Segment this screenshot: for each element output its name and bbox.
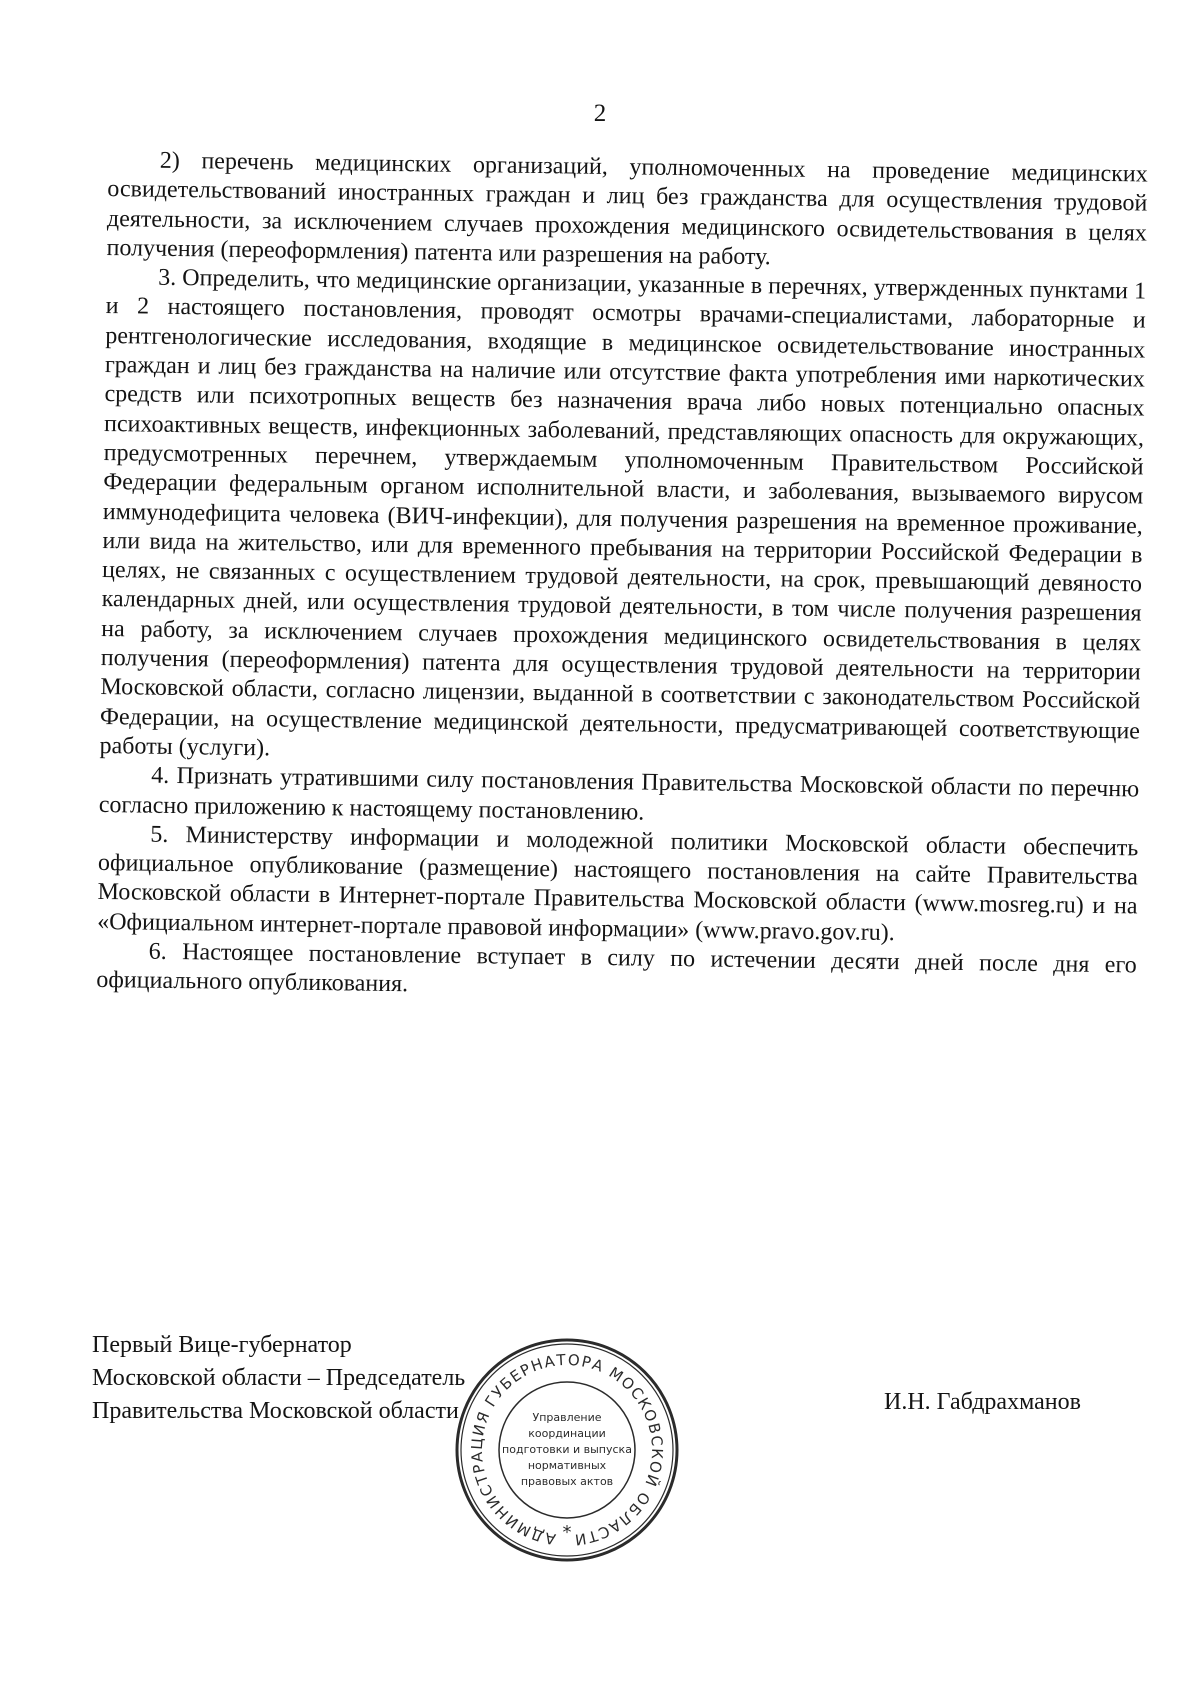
- paragraph-6: 6. Настоящее постановление вступает в силу по истечении десяти дней после дня его официального опубликования.: [96, 938, 1137, 998]
- seal-inner-line: правовых актов: [520, 1475, 614, 1488]
- signatory-position: [92, 1329, 465, 1428]
- seal-star: *: [562, 1522, 572, 1543]
- paragraph-5: 5. Министерству информации и молодежной политики Московской области обеспечить официальное опубликование (размещение) настоящего постановления на сайте Правительства Московской области в Интернет-портале Правительства Московской области (www.mosreg.ru) и на «Официальном интернет-портале правовой информации» (www.pravo.gov.ru).: [96, 821, 1139, 946]
- seal-inner-line: Управление: [532, 1411, 602, 1424]
- paragraph-item-2: 2) перечень медицинских организаций, уполномоченных на проведение медицинских освидетельствований иностранных граждан и лиц без гражданства для осуществления трудовой деятельности, за исключением случаев прохождения медицинского освидетельствования в целях получения (переоформления) патента или разрешения на работу.: [106, 147, 1148, 271]
- position-line: Первый Вице-губернатор: [92, 1332, 352, 1358]
- position-line: Правительства Московской области: [92, 1398, 459, 1424]
- paragraph-4: 4. Признать утратившими силу постановления Правительства Московской области по перечню согласно приложению к настоящему постановлению.: [98, 762, 1140, 826]
- seal-outer-text: АДМИНИСТРАЦИЯ ГУБЕРНАТОРА МОСКОВСКОЙ ОБЛАСТИ: [467, 1350, 667, 1549]
- official-seal-stamp: [452, 1335, 682, 1565]
- paragraph-3: 3. Определить, что медицинские организации, указанные в перечнях, утвержденных пунктами 1 и 2 настоящего постановления, проводят осмотры врачами-специалистами, лабораторные и рентгенологические исследования, входящие в медицинское освидетельствование иностранных граждан и лиц без гражданства на наличие или отсутствие факта употребления ими наркотических средств или психотропных веществ без назначения врача либо новых потенциально опасных психоактивных веществ, инфекционных заболеваний, представляющих опасность для окружающих, предусмотренных перечнем, утверждаемым уполномоченным Правительством Российской Федерации федеральным органом исполнительной власти, и заболевания, вызываемого вирусом иммунодефицита человека (ВИЧ-инфекции), для получения разрешения на временное проживание, или вида на жительство, или для временного пребывания на территории Российской Федерации в целях, не связанных с осуществлением трудовой деятельности, на срок, превышающий девяносто календарных дней, или осуществления трудовой деятельности, в том числе получения разрешения на работу, за исключением случаев прохождения медицинского освидетельствования в целях получения (переоформления) патента для осуществления трудовой деятельности на территории Московской области, согласно лицензии, выданной в соответствии с законодательством Российской Федерации, на осуществление медицинской деятельности, предусматривающей соответствующие работы (услуги).: [99, 264, 1147, 762]
- page-number: 2: [593, 100, 607, 127]
- position-line: Московской области – Председатель: [92, 1365, 466, 1391]
- seal-inner-line: координации: [528, 1427, 606, 1440]
- seal-inner-line: нормативных: [527, 1459, 607, 1472]
- seal-inner-line: подготовки и выпуска: [502, 1443, 632, 1456]
- signatory-name: И.Н. Габдрахманов: [884, 1389, 1081, 1415]
- document-body: [96, 146, 1148, 1010]
